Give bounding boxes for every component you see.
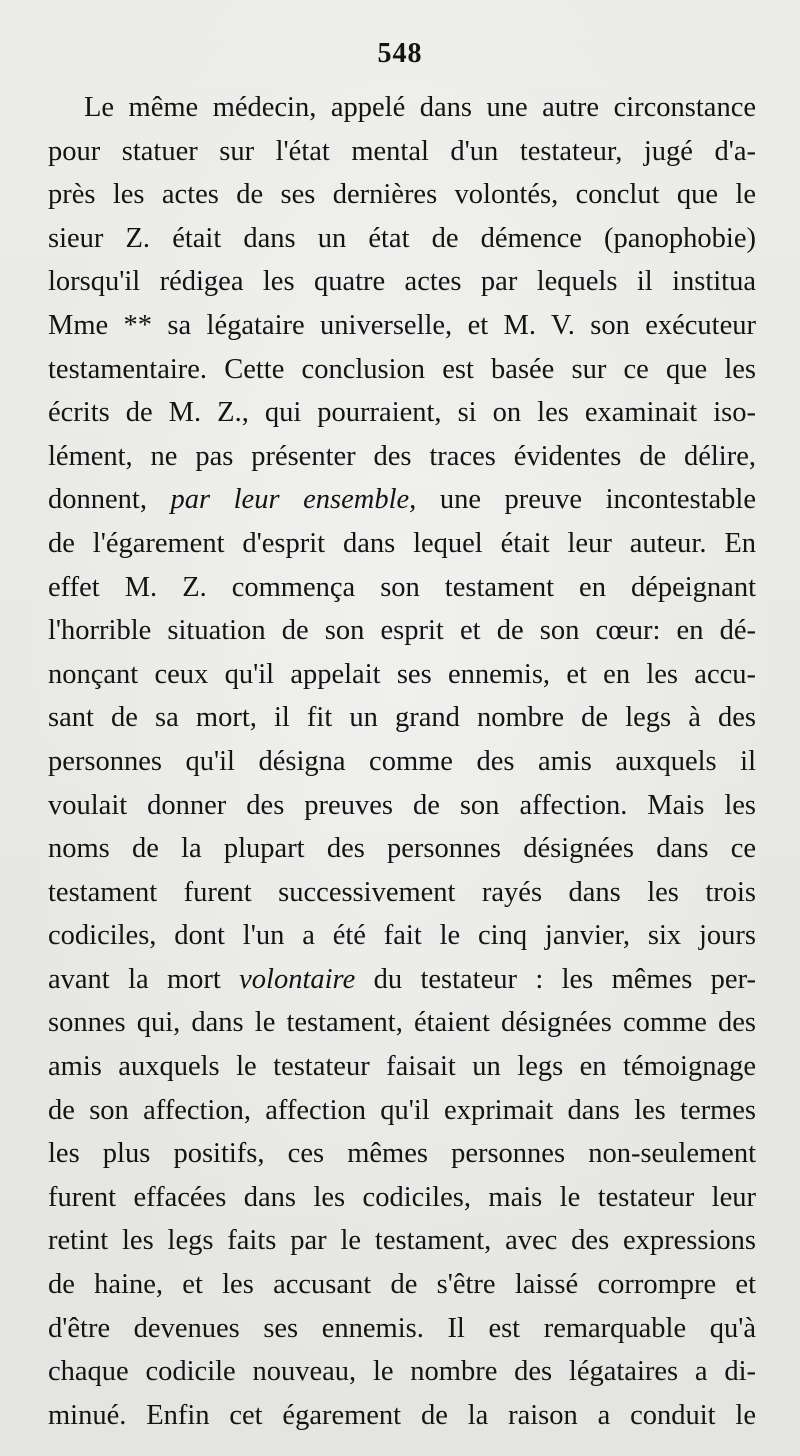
text-line-mixed xyxy=(48,958,756,1002)
text-line: de haine, et les accusant de s'être laissé corrompre et xyxy=(48,1269,756,1301)
text-segment: du testateur : les mêmes per- xyxy=(355,963,756,995)
text-segment: une preuve incontestable xyxy=(416,484,756,516)
text-line: lorsqu'il rédigea les quatre actes par lequels il institua xyxy=(48,266,756,298)
text-line: de son affection, affection qu'il exprimait dans les termes xyxy=(48,1094,756,1126)
body-text xyxy=(48,86,756,1437)
text-segment: avant la mort xyxy=(48,963,240,995)
text-line: lément, ne pas présenter des traces évidentes de délire, xyxy=(48,440,756,472)
text-line: près les actes de ses dernières volontés, conclut que le xyxy=(48,179,756,211)
text-line: testamentaire. Cette conclusion est basée sur ce que les xyxy=(48,353,756,385)
page-number: 548 xyxy=(377,38,423,69)
text-line: d'être devenues ses ennemis. Il est remarquable qu'à xyxy=(48,1312,756,1344)
text-line: sieur Z. était dans un état de démence (panophobie) xyxy=(48,222,756,254)
text-line: nonçant ceux qu'il appelait ses ennemis, et en les accu- xyxy=(48,658,756,690)
text-line: écrits de M. Z., qui pourraient, si on les examinait iso- xyxy=(48,397,756,429)
italic-word: volontaire xyxy=(239,963,356,995)
text-line: noms de la plupart des personnes désignées dans ce xyxy=(48,833,756,865)
text-line: chaque codicile nouveau, le nombre des légataires a di- xyxy=(48,1356,756,1388)
text-line: Mme ** sa légataire universelle, et M. V. son exécuteur xyxy=(48,309,756,341)
text-line: furent effacées dans les codiciles, mais le testateur leur xyxy=(48,1181,756,1213)
text-line: Le même médecin, appelé dans une autre circonstance xyxy=(84,92,756,123)
text-line: sonnes qui, dans le testament, étaient désignées comme des xyxy=(48,1007,756,1039)
text-line: testament furent successivement rayés dans les trois xyxy=(48,876,756,908)
text-line: codiciles, dont l'un a été fait le cinq janvier, six jours xyxy=(48,920,756,952)
text-line: minué. Enfin cet égarement de la raison a conduit le xyxy=(48,1399,756,1431)
text-line: sant de sa mort, il fit un grand nombre de legs à des xyxy=(48,702,756,734)
text-line: pour statuer sur l'état mental d'un testateur, jugé d'a- xyxy=(48,135,756,167)
text-line: amis auxquels le testateur faisait un legs en témoignage xyxy=(48,1051,756,1083)
text-segment: donnent, xyxy=(48,484,171,516)
text-line: de l'égarement d'esprit dans lequel était leur auteur. En xyxy=(48,527,756,559)
italic-phrase: par leur ensemble, xyxy=(170,484,417,516)
text-line: effet M. Z. commença son testament en dépeignant xyxy=(48,571,756,603)
text-line: l'horrible situation de son esprit et de son cœur: en dé- xyxy=(48,615,756,647)
text-line-mixed xyxy=(48,478,756,522)
text-line: les plus positifs, ces mêmes personnes non-seulement xyxy=(48,1138,756,1170)
text-line: voulait donner des preuves de son affection. Mais les xyxy=(48,789,756,821)
text-line: retint les legs faits par le testament, avec des expressions xyxy=(48,1225,756,1257)
text-line: personnes qu'il désigna comme des amis auxquels il xyxy=(48,745,756,777)
